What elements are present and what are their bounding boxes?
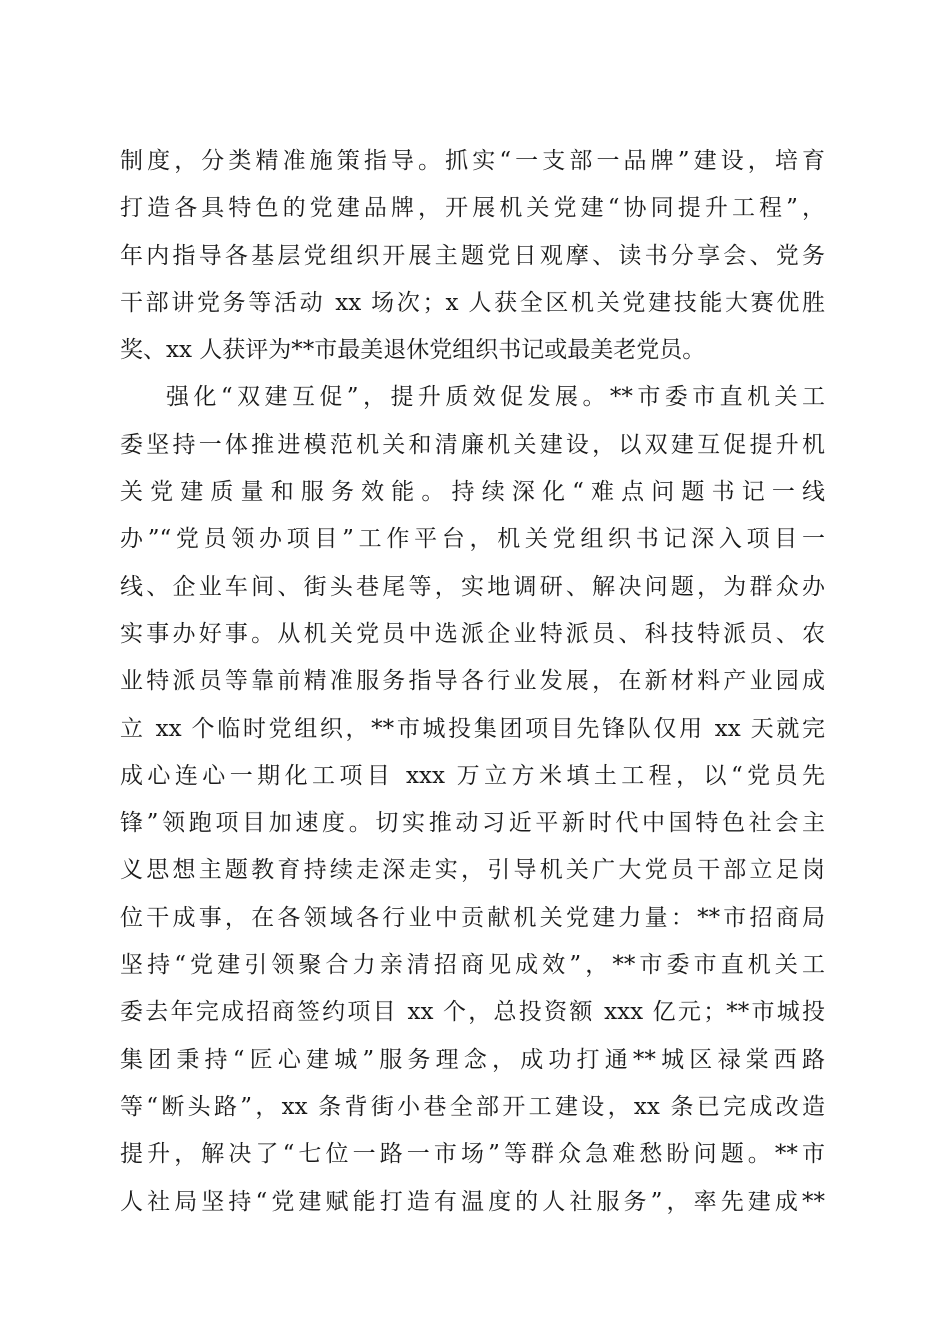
body-text	[120, 138, 825, 1226]
paragraph-2-line-15: 集团秉持“匠心建城”服务理念，成功打通**城区禄棠西路	[120, 1046, 825, 1073]
paragraph-2-line-17: 提升，解决了“七位一路一市场”等群众急难愁盼问题。**市	[120, 1141, 825, 1168]
paragraph-2-line-6: 实事办好事。从机关党员中选派企业特派员、科技特派员、农	[120, 620, 825, 647]
paragraph-2-line-4: 办”“党员领办项目”工作平台，机关党组织书记深入项目一	[120, 526, 825, 553]
paragraph-2-line-16: 等“断头路”，xx 条背街小巷全部开工建设，xx 条已完成改造	[120, 1093, 825, 1120]
paragraph-2-line-9: 成心连心一期化工项目 xxx 万立方米填土工程，以“党员先	[120, 762, 825, 789]
paragraph-2-line-8: 立 xx 个临时党组织，**市城投集团项目先锋队仅用 xx 天就完	[120, 715, 825, 742]
paragraph-2-line-2: 委坚持一体推进模范机关和清廉机关建设，以双建互促提升机	[120, 431, 825, 458]
paragraph-2-line-7: 业特派员等靠前精准服务指导各行业发展，在新材料产业园成	[120, 668, 825, 695]
paragraph-2-line-13: 坚持“党建引领聚合力亲清招商见成效”，**市委市直机关工	[120, 952, 825, 979]
paragraph-1-line-2: 打造各具特色的党建品牌，开展机关党建“协同提升工程”，	[120, 195, 825, 222]
paragraph-2-line-18: 人社局坚持“党建赋能打造有温度的人社服务”，率先建成**	[120, 1188, 825, 1215]
paragraph-2-line-12: 位干成事，在各领域各行业中贡献机关党建力量：**市招商局	[120, 904, 825, 931]
paragraph-2-line-14: 委去年完成招商签约项目 xx 个，总投资额 xxx 亿元；**市城投	[120, 999, 825, 1026]
paragraph-2-line-5: 线、企业车间、街头巷尾等，实地调研、解决问题，为群众办	[120, 573, 825, 600]
paragraph-1-line-1: 制度，分类精准施策指导。抓实“一支部一品牌”建设，培育	[120, 148, 825, 174]
paragraph-2-line-10: 锋”领跑项目加速度。切实推动习近平新时代中国特色社会主	[120, 810, 825, 837]
paragraph-1-line-3: 年内指导各基层党组织开展主题党日观摩、读书分享会、党务	[120, 242, 825, 269]
paragraph-2-line-3: 关党建质量和服务效能。持续深化“难点问题书记一线	[120, 479, 825, 506]
paragraph-2-line-11: 义思想主题教育持续走深走实，引导机关广大党员干部立足岗	[120, 857, 825, 884]
paragraph-2-line-1: 强化“双建互促”，提升质效促发展。**市委市直机关工	[166, 384, 825, 411]
paragraph-1-line-4: 干部讲党务等活动 xx 场次；x 人获全区机关党建技能大赛优胜	[120, 289, 825, 316]
paragraph-1-line-5: 奖、xx 人获评为**市最美退休党组织书记或最美老党员。	[120, 337, 706, 364]
